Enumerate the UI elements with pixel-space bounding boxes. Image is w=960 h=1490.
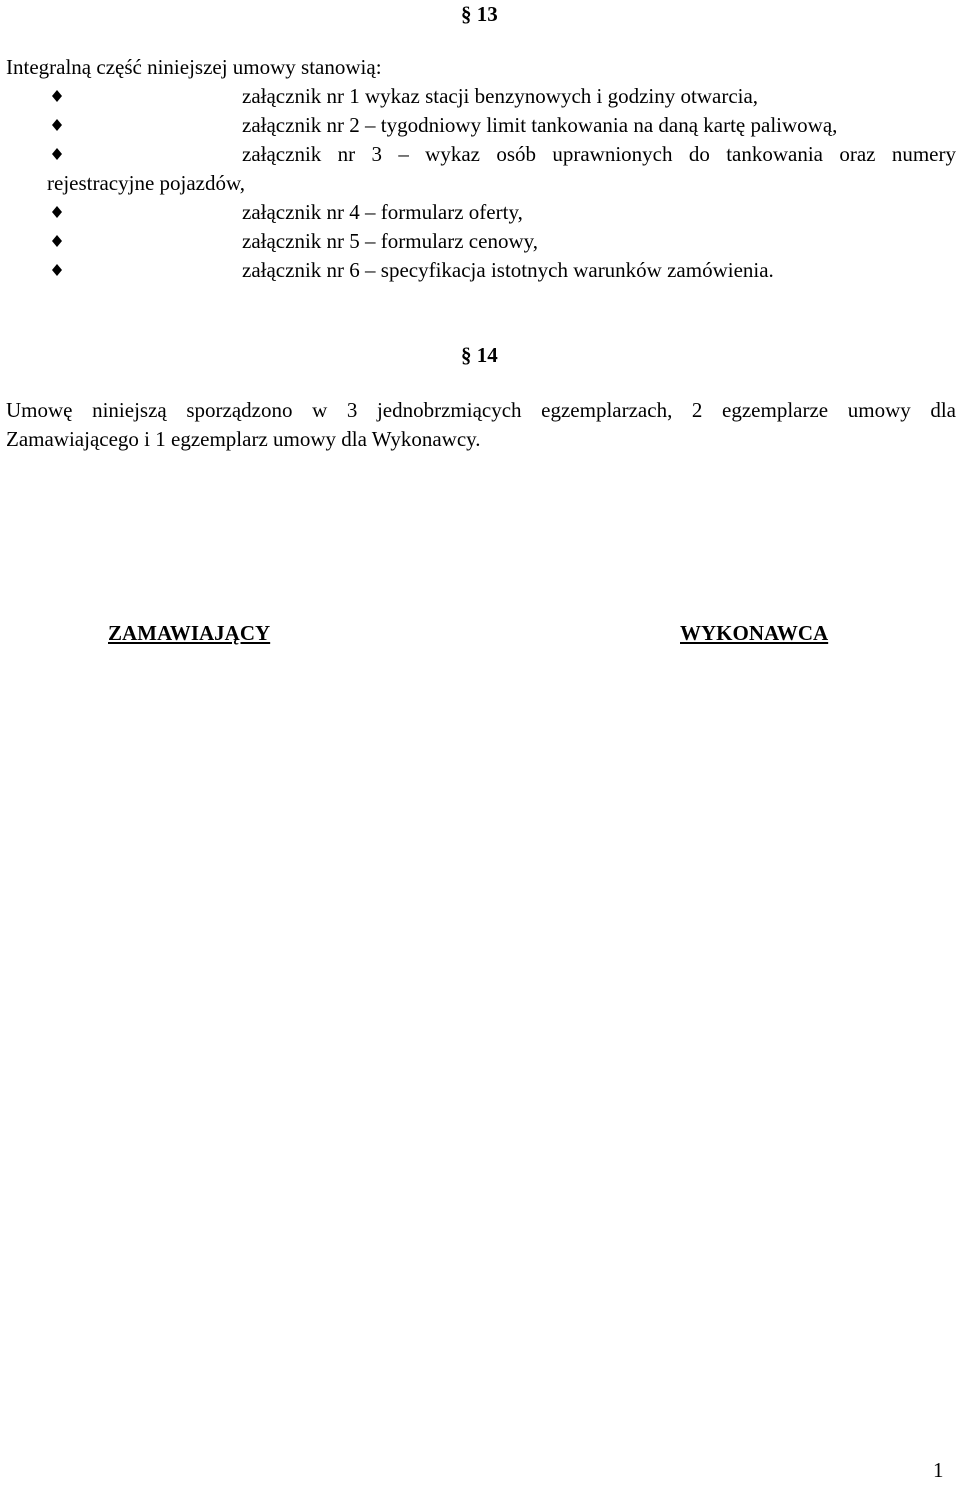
section-13-intro: Integralną część niniejszej umowy stanowią: (6, 55, 382, 79)
section-14-heading: § 14 (461, 343, 498, 367)
diamond-bullet-icon (51, 264, 63, 276)
attachment-item-5: załącznik nr 5 – formularz cenowy, (242, 229, 538, 253)
section-13-heading: § 13 (461, 2, 498, 26)
diamond-bullet-icon (51, 119, 63, 131)
attachment-item-4: załącznik nr 4 – formularz oferty, (242, 200, 523, 224)
attachment-item-1: załącznik nr 1 wykaz stacji benzynowych i godziny otwarcia, (242, 84, 759, 108)
page-number: 1 (933, 1458, 944, 1482)
section-14-text-line-1: Umowę niniejszą sporządzono w 3 jednobrzmiących egzemplarzach, 2 egzemplarze umowy dla (6, 398, 956, 422)
signature-contractor: WYKONAWCA (680, 621, 829, 645)
diamond-bullet-icon (51, 235, 63, 247)
diamond-bullet-icon (51, 148, 63, 160)
section-14-text-line-2: Zamawiającego i 1 egzemplarz umowy dla Wykonawcy. (6, 427, 481, 451)
attachment-item-3: załącznik nr 3 – wykaz osób uprawnionych do tankowania oraz numery (242, 142, 956, 166)
attachment-item-2: załącznik nr 2 – tygodniowy limit tankowania na daną kartę paliwową, (242, 113, 838, 137)
diamond-bullet-icon (51, 206, 63, 218)
attachment-item-6: załącznik nr 6 – specyfikacja istotnych warunków zamówienia. (242, 258, 774, 282)
signature-ordering-party: ZAMAWIAJĄCY (108, 621, 271, 645)
diamond-bullet-icon (51, 90, 63, 102)
attachment-item-3-continuation: rejestracyjne pojazdów, (47, 171, 246, 195)
